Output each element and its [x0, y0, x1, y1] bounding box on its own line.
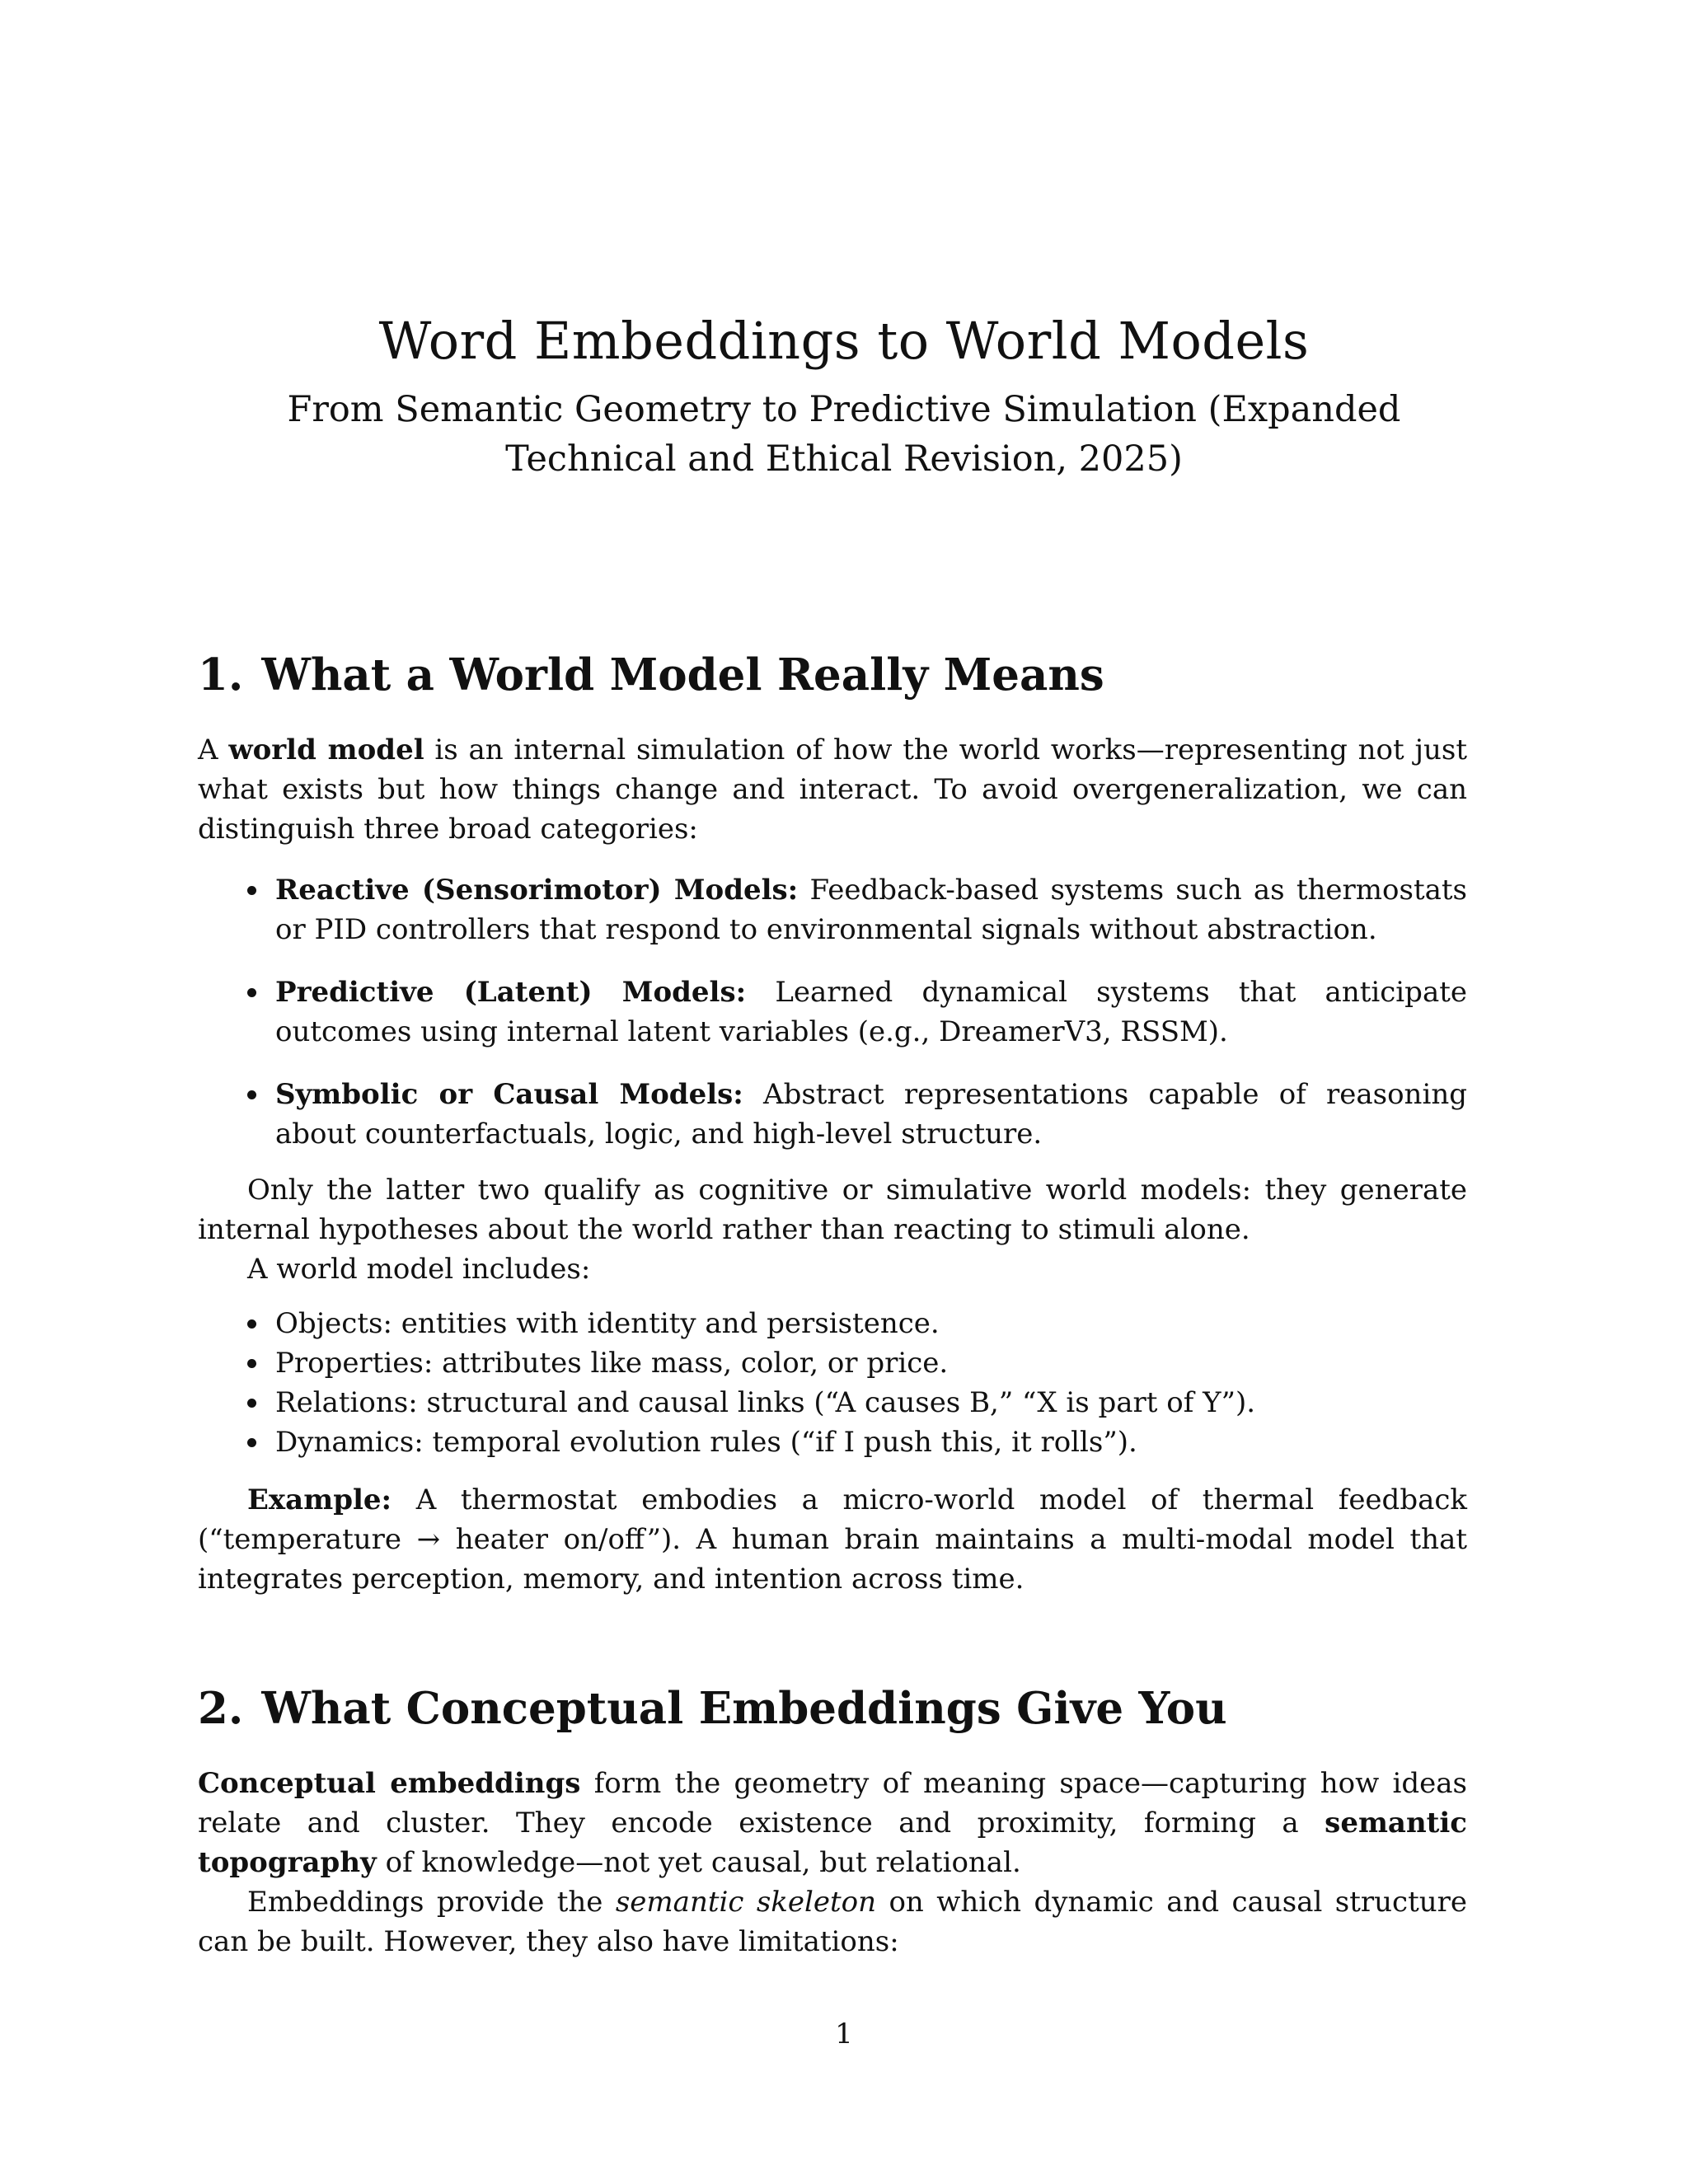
- paragraph-qualify: Only the latter two qualify as cognitive or simulative world models: they generate internal hypotheses about the world rather than reacting to stimuli alone.: [198, 1173, 1467, 1246]
- document-title: Word Embeddings to World Models: [378, 311, 1310, 371]
- section-1: [198, 649, 1467, 1599]
- list-item: [198, 870, 1467, 949]
- section-2-paragraph-2: [198, 1882, 1467, 1961]
- category-text: Abstract representations capable of reasoning about counterfactuals, logic, and high-level structure.: [275, 1077, 1467, 1151]
- list-item: [198, 1075, 1467, 1154]
- category-list: [198, 870, 1467, 1154]
- example-label: Example:: [247, 1483, 392, 1516]
- section-2-title: What Conceptual Embeddings Give You: [261, 1683, 1227, 1734]
- list-item: Dynamics: temporal evolution rules (“if I push this, it rolls”).: [198, 1422, 1467, 1462]
- example-paragraph: [198, 1480, 1467, 1599]
- category-term: Predictive (Latent) Models:: [275, 975, 747, 1009]
- section-2-paragraph-1: [198, 1764, 1467, 1882]
- intro-post: is an internal simulation of how the world works—representing not just what exists but how things change and interact. To avoid overgeneralization, we can distinguish three broad categories:: [198, 733, 1467, 846]
- document-subtitle: From Semantic Geometry to Predictive Simulation (Expanded Technical and Ethical Revision, 2025): [287, 388, 1401, 480]
- list-item: Relations: structural and causal links (“A causes B,” “X is part of Y”).: [198, 1383, 1467, 1422]
- category-text: Feedback-based systems such as thermostats or PID controllers that respond to environmental signals without abstraction.: [275, 873, 1468, 946]
- title-block: [198, 309, 1490, 484]
- para1-post: of knowledge—not yet causal, but relational.: [376, 1845, 1021, 1879]
- category-term: Symbolic or Causal Models:: [275, 1077, 743, 1111]
- list-item: Properties: attributes like mass, color, or price.: [198, 1343, 1467, 1383]
- section-1-title: What a World Model Really Means: [261, 649, 1104, 701]
- section-1-heading: [198, 649, 1467, 702]
- term-conceptual-embeddings: Conceptual embeddings: [198, 1766, 581, 1800]
- section-2-number: 2.: [198, 1683, 244, 1734]
- section-1-number: 1.: [198, 649, 244, 701]
- example-text: A thermostat embodies a micro-world model of thermal feedback (“temperature → heater on/off”). A human brain maintains a multi-modal model that integrates perception, memory, and intention across time.: [198, 1483, 1467, 1596]
- para1-mid: form the geometry of meaning space—capturing how ideas relate and cluster. They encode existence and proximity, forming a: [198, 1766, 1468, 1840]
- list-item: [198, 972, 1467, 1052]
- section-2-heading: [198, 1683, 1467, 1736]
- paragraph-includes: A world model includes:: [247, 1252, 591, 1286]
- term-semantic-topography: semantic topography: [198, 1806, 1467, 1879]
- list-item: Objects: entities with identity and persistence.: [198, 1304, 1467, 1343]
- component-list: [198, 1304, 1467, 1462]
- category-text: Learned dynamical systems that anticipate outcomes using internal latent variables (e.g., DreamerV3, RSSM).: [275, 975, 1468, 1048]
- intro-pre: A: [198, 733, 229, 766]
- section-1-intro: [198, 730, 1467, 849]
- section-2: [198, 1683, 1467, 1961]
- category-term: Reactive (Sensorimotor) Models:: [275, 873, 799, 907]
- para2-post: on which dynamic and causal structure can be built. However, they also have limitations:: [198, 1885, 1468, 1958]
- para2-pre: Embeddings provide the: [247, 1885, 616, 1919]
- page-number: 1: [835, 2018, 853, 2050]
- term-semantic-skeleton: semantic skeleton: [615, 1885, 877, 1919]
- term-world-model: world model: [228, 733, 424, 766]
